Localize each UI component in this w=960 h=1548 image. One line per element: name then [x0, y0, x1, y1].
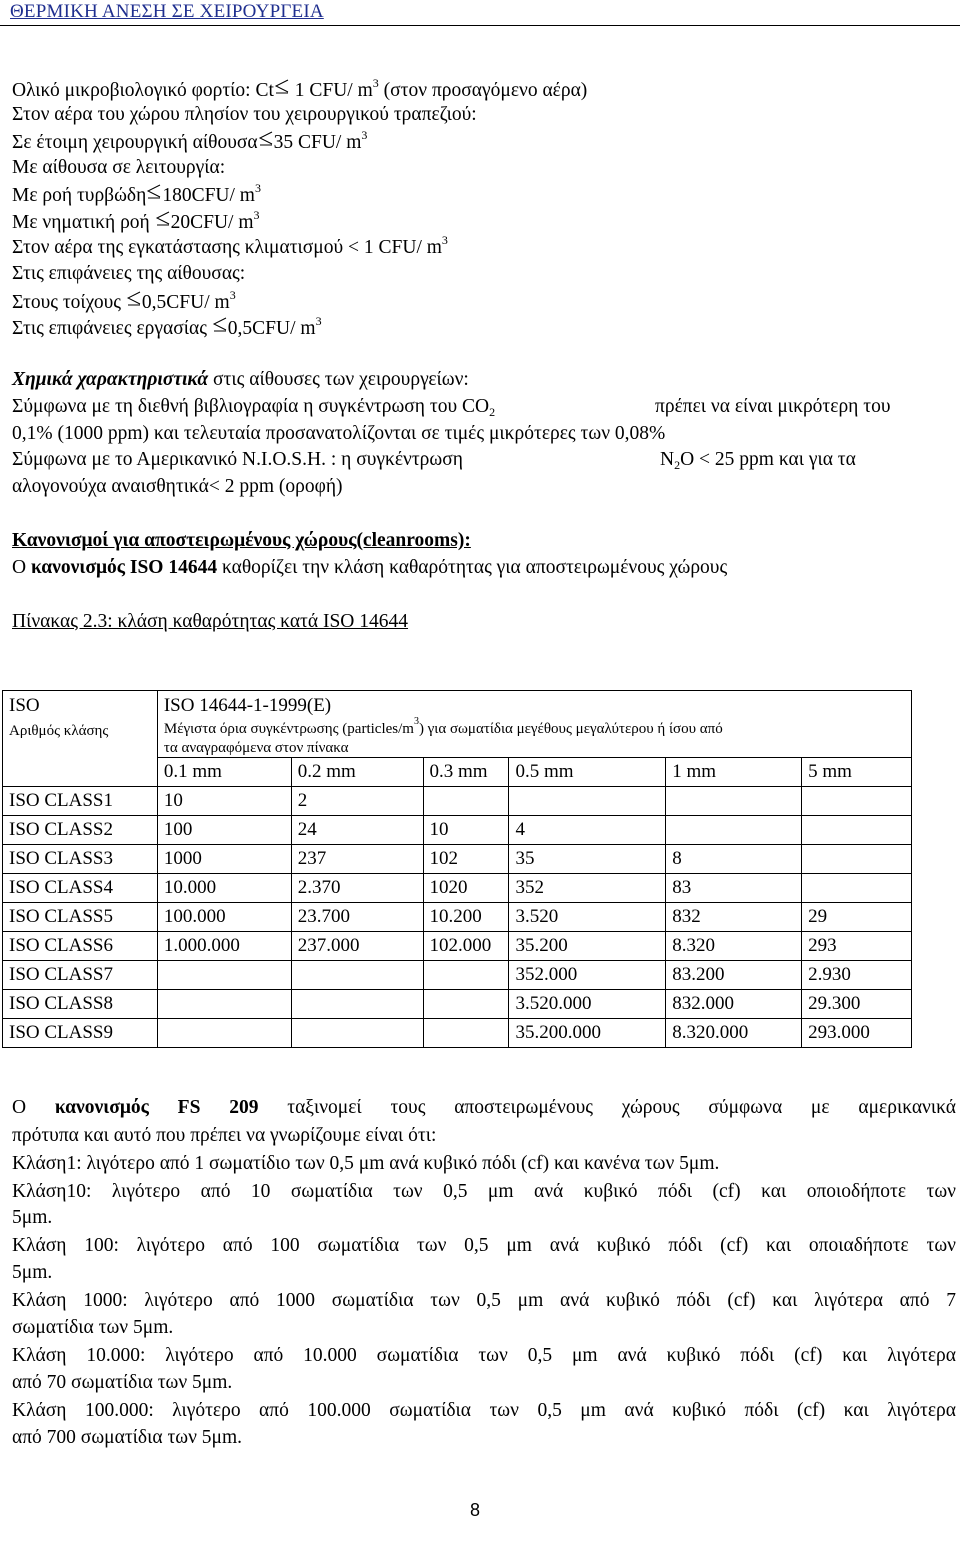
value-cell — [291, 961, 423, 990]
value-cell: 3.520.000 — [509, 990, 666, 1019]
less-equal-icon — [146, 183, 162, 199]
value-cell — [509, 787, 666, 816]
value-cell — [423, 1019, 509, 1048]
less-equal-icon — [258, 130, 274, 146]
text: Κλάση 100: λιγότερο από 100 σωματίδια των 0,5 μm ανά κυβικό πόδι (cf) και οποιαδήποτε των — [12, 1235, 956, 1256]
size-cell: 0.3 mm — [423, 758, 509, 787]
value-cell: 2.930 — [802, 961, 912, 990]
value-cell: 8.320.000 — [666, 1019, 802, 1048]
table-row — [3, 845, 912, 874]
class-name-cell: ISO CLASS7 — [3, 961, 158, 990]
chem-line-3 — [12, 449, 856, 472]
text: Σε έτοιμη χειρουργική αίθουσα — [12, 132, 258, 153]
value-cell — [666, 787, 802, 816]
superscript: 3 — [413, 716, 419, 727]
value-cell — [802, 874, 912, 903]
text: Σύμφωνα με το Αμερικανικό N.I.O.S.H. : η συγκέντρωση — [12, 449, 463, 470]
header-limits-cell — [157, 691, 911, 758]
fs-class-1: Κλάση1: λιγότερο από 1 σωματίδιο των 0,5 μm ανά κυβικό πόδι (cf) και κανένα των 5μm. — [12, 1153, 720, 1174]
fs-class-100000-cont: από 700 σωματίδια των 5μm. — [12, 1427, 243, 1448]
class-name-cell: ISO CLASS1 — [3, 787, 158, 816]
text: Ολικό μικροβιολογικό φορτίο: Ct — [12, 80, 274, 101]
value-cell: 4 — [509, 816, 666, 845]
value-cell — [802, 816, 912, 845]
micro-line-5 — [12, 183, 261, 207]
page-number: 8 — [470, 1500, 481, 1520]
header-standard: ISO 14644-1-1999(E) — [163, 695, 332, 716]
text: Ο — [12, 1097, 55, 1118]
superscript: 3 — [372, 76, 379, 90]
value-cell: 237 — [291, 845, 423, 874]
superscript: 3 — [229, 288, 236, 302]
text: Κλάση 100.000: λιγότερο από 100.000 σωματίδια των 0,5 μm ανά κυβικό πόδι (cf) και λιγότερα — [12, 1400, 956, 1421]
fs-class-1000-cont: σωματίδια των 5μm. — [12, 1317, 174, 1338]
text: ) για σωματίδια μεγέθους μεγαλύτερου ή ίσου από — [418, 721, 723, 737]
class-name-cell: ISO CLASS5 — [3, 903, 158, 932]
less-equal-icon — [155, 210, 171, 226]
n2o-text — [660, 449, 856, 471]
text — [149, 1097, 178, 1118]
size-cell: 0.5 mm — [509, 758, 666, 787]
value-cell: 102.000 — [423, 932, 509, 961]
text: 20CFU/ m — [170, 212, 254, 233]
micro-line-8: Στις επιφάνειες της αίθουσας: — [12, 263, 246, 284]
text: 0,5CFU/ m — [141, 292, 230, 313]
value-cell: 24 — [291, 816, 423, 845]
value-cell — [157, 1019, 291, 1048]
value-cell: 29 — [802, 903, 912, 932]
header-description — [163, 716, 905, 738]
micro-line-10 — [12, 316, 322, 340]
value-cell: 293.000 — [802, 1019, 912, 1048]
micro-line-6 — [12, 210, 260, 234]
table-row — [3, 990, 912, 1019]
value-cell — [802, 845, 912, 874]
value-cell: 10 — [157, 787, 291, 816]
table-row — [3, 961, 912, 990]
superscript: 3 — [315, 314, 322, 328]
text: Κλάση10: λιγότερο από 10 σωματίδια των 0,5 μm ανά κυβικό πόδι (cf) και οποιοδήποτε των — [12, 1181, 956, 1202]
class-name-cell: ISO CLASS2 — [3, 816, 158, 845]
value-cell: 832 — [666, 903, 802, 932]
text: 1 CFU/ m — [289, 80, 373, 101]
value-cell: 1000 — [157, 845, 291, 874]
subscript: 2 — [674, 458, 681, 472]
superscript: 3 — [254, 181, 261, 195]
iso-class-table — [2, 690, 912, 1048]
fs-standard-name: FS 209 — [177, 1097, 259, 1118]
micro-line-4: Με αίθουσα σε λειτουργία: — [12, 157, 226, 178]
text: 180CFU/ m — [162, 185, 255, 206]
text: στις αίθουσες των χειρουργείων: — [208, 369, 469, 390]
chem-line-4: αλογονούχα αναισθητικά< 2 ppm (οροφή) — [12, 476, 343, 497]
value-cell: 10.200 — [423, 903, 509, 932]
less-equal-icon — [212, 316, 228, 332]
text: ταξινομεί τους αποστειρωμένους χώρους σύμφωνα με αμερικανικά — [258, 1097, 956, 1118]
text: πρέπει να είναι μικρότερη του — [655, 396, 891, 417]
value-cell: 29.300 — [802, 990, 912, 1019]
text: Κλάση 10.000: λιγότερο από 10.000 σωματίδια των 0,5 μm ανά κυβικό πόδι (cf) και λιγότερα — [12, 1345, 956, 1366]
value-cell: 352.000 — [509, 961, 666, 990]
iso-standard-name: κανονισμός ISO 14644 — [30, 557, 218, 578]
text: Κλάση 1000: λιγότερο από 1000 σωματίδια των 0,5 μm ανά κυβικό πόδι (cf) και λιγότερα από 7 — [12, 1290, 956, 1311]
header-title: ΘΕΡΜΙΚΗ ΑΝΕΣΗ ΣΕ ΧΕΙΡΟΥΡΓΕΙΑ — [10, 1, 324, 22]
fs-line-1-text — [12, 1097, 956, 1119]
text: καθορίζει την κλάση καθαρότητας για αποστειρωμένους χώρους — [217, 557, 728, 578]
subscript: 2 — [489, 405, 496, 419]
fs-class-10000 — [12, 1345, 956, 1367]
text: Στους τοίχους — [12, 292, 126, 313]
value-cell: 352 — [509, 874, 666, 903]
value-cell — [157, 990, 291, 1019]
text: Σύμφωνα με τη διεθνή βιβλιογραφία η συγκέντρωση του CO — [12, 396, 490, 417]
value-cell — [666, 816, 802, 845]
size-cell: 1 mm — [666, 758, 802, 787]
fs-class-100000 — [12, 1400, 956, 1422]
size-cell: 0.2 mm — [291, 758, 423, 787]
fs-term: κανονισμός — [54, 1097, 149, 1118]
micro-line-3 — [12, 130, 367, 154]
text: 35 CFU/ m — [273, 132, 362, 153]
micro-line-9 — [12, 290, 236, 314]
chem-title-emphasis: Χημικά χαρακτηριστικά — [12, 369, 209, 390]
class-name-cell: ISO CLASS3 — [3, 845, 158, 874]
value-cell — [423, 787, 509, 816]
table-row — [3, 816, 912, 845]
value-cell: 10.000 — [157, 874, 291, 903]
text: N — [660, 449, 675, 470]
fs-class-1000 — [12, 1290, 956, 1312]
value-cell: 35.200 — [509, 932, 666, 961]
text: (στον προσαγόμενο αέρα) — [378, 80, 588, 101]
text: Στον αέρα της εγκατάστασης κλιματισμού < 1 CFU/ m — [12, 237, 442, 258]
class-name-cell: ISO CLASS6 — [3, 932, 158, 961]
value-cell — [291, 990, 423, 1019]
value-cell: 35.200.000 — [509, 1019, 666, 1048]
value-cell: 8 — [666, 845, 802, 874]
size-cell: 5 mm — [802, 758, 912, 787]
value-cell: 83 — [666, 874, 802, 903]
header-description-cont: τα αναγραφόμενα στον πίνακα — [163, 740, 349, 756]
header-iso: ISO — [9, 695, 40, 716]
text: O < 25 ppm και για τα — [680, 449, 856, 470]
value-cell — [157, 961, 291, 990]
fs-class-10000-cont: από 70 σωματίδια των 5μm. — [12, 1372, 233, 1393]
micro-line-2: Στον αέρα του χώρου πλησίον του χειρουργικού τραπεζιού: — [12, 104, 477, 125]
table-row — [3, 1019, 912, 1048]
value-cell — [291, 1019, 423, 1048]
value-cell: 3.520 — [509, 903, 666, 932]
value-cell: 2.370 — [291, 874, 423, 903]
class-name-cell: ISO CLASS8 — [3, 990, 158, 1019]
text: Με ροή τυρβώδη — [12, 185, 147, 206]
value-cell: 293 — [802, 932, 912, 961]
superscript: 3 — [441, 233, 448, 247]
micro-line-7 — [12, 233, 448, 259]
fs-class-10 — [12, 1181, 956, 1203]
fs-line-1 — [12, 1097, 956, 1119]
header-class-number: Αριθμός κλάσης — [9, 723, 109, 739]
fs-line-2: πρότυπα και αυτό που πρέπει να γνωρίζουμε είναι ότι: — [12, 1125, 437, 1146]
fs-class-100-cont: 5μm. — [12, 1262, 53, 1283]
value-cell: 100.000 — [157, 903, 291, 932]
table-row — [3, 932, 912, 961]
less-equal-icon — [126, 290, 142, 306]
superscript: 3 — [361, 128, 368, 142]
value-cell: 1.000.000 — [157, 932, 291, 961]
table-body — [3, 787, 912, 1048]
class-name-cell: ISO CLASS4 — [3, 874, 158, 903]
chem-title — [12, 369, 469, 391]
value-cell: 35 — [509, 845, 666, 874]
iso-line — [12, 557, 727, 579]
fs-class-100 — [12, 1235, 956, 1257]
text: Στις επιφάνειες εργασίας — [12, 318, 212, 339]
value-cell: 10 — [423, 816, 509, 845]
value-cell: 23.700 — [291, 903, 423, 932]
chem-line-1 — [12, 396, 891, 419]
fs-class-10-cont: 5μm. — [12, 1207, 53, 1228]
header-class-cell — [3, 691, 158, 787]
table-row — [3, 787, 912, 816]
less-equal-icon — [274, 78, 290, 94]
table-caption: Πίνακας 2.3: κλάση καθαρότητας κατά ISO 14644 — [12, 611, 409, 632]
table-row — [3, 903, 912, 932]
micro-line-1 — [12, 78, 587, 102]
value-cell: 832.000 — [666, 990, 802, 1019]
value-cell: 2 — [291, 787, 423, 816]
table-row — [3, 874, 912, 903]
text: Ο — [12, 557, 31, 578]
value-cell — [802, 787, 912, 816]
value-cell: 83.200 — [666, 961, 802, 990]
class-name-cell: ISO CLASS9 — [3, 1019, 158, 1048]
running-header — [0, 0, 960, 26]
superscript: 3 — [253, 208, 260, 222]
text: 0,5CFU/ m — [227, 318, 316, 339]
chem-line-2: 0,1% (1000 ppm) και τελευταία προσανατολίζονται σε τιμές μικρότερες των 0,08% — [12, 423, 666, 444]
value-cell: 237.000 — [291, 932, 423, 961]
size-cell: 0.1 mm — [157, 758, 291, 787]
text: Μέγιστα όρια συγκέντρωσης (particles/m — [163, 721, 414, 737]
value-cell: 102 — [423, 845, 509, 874]
value-cell — [423, 961, 509, 990]
value-cell: 1020 — [423, 874, 509, 903]
value-cell: 100 — [157, 816, 291, 845]
value-cell — [423, 990, 509, 1019]
value-cell: 8.320 — [666, 932, 802, 961]
table-header-row — [3, 691, 912, 758]
iso-heading: Κανονισμοί για αποστειρωμένους χώρους(cleanrooms): — [12, 530, 471, 551]
text: Με νηματική ροή — [12, 212, 155, 233]
